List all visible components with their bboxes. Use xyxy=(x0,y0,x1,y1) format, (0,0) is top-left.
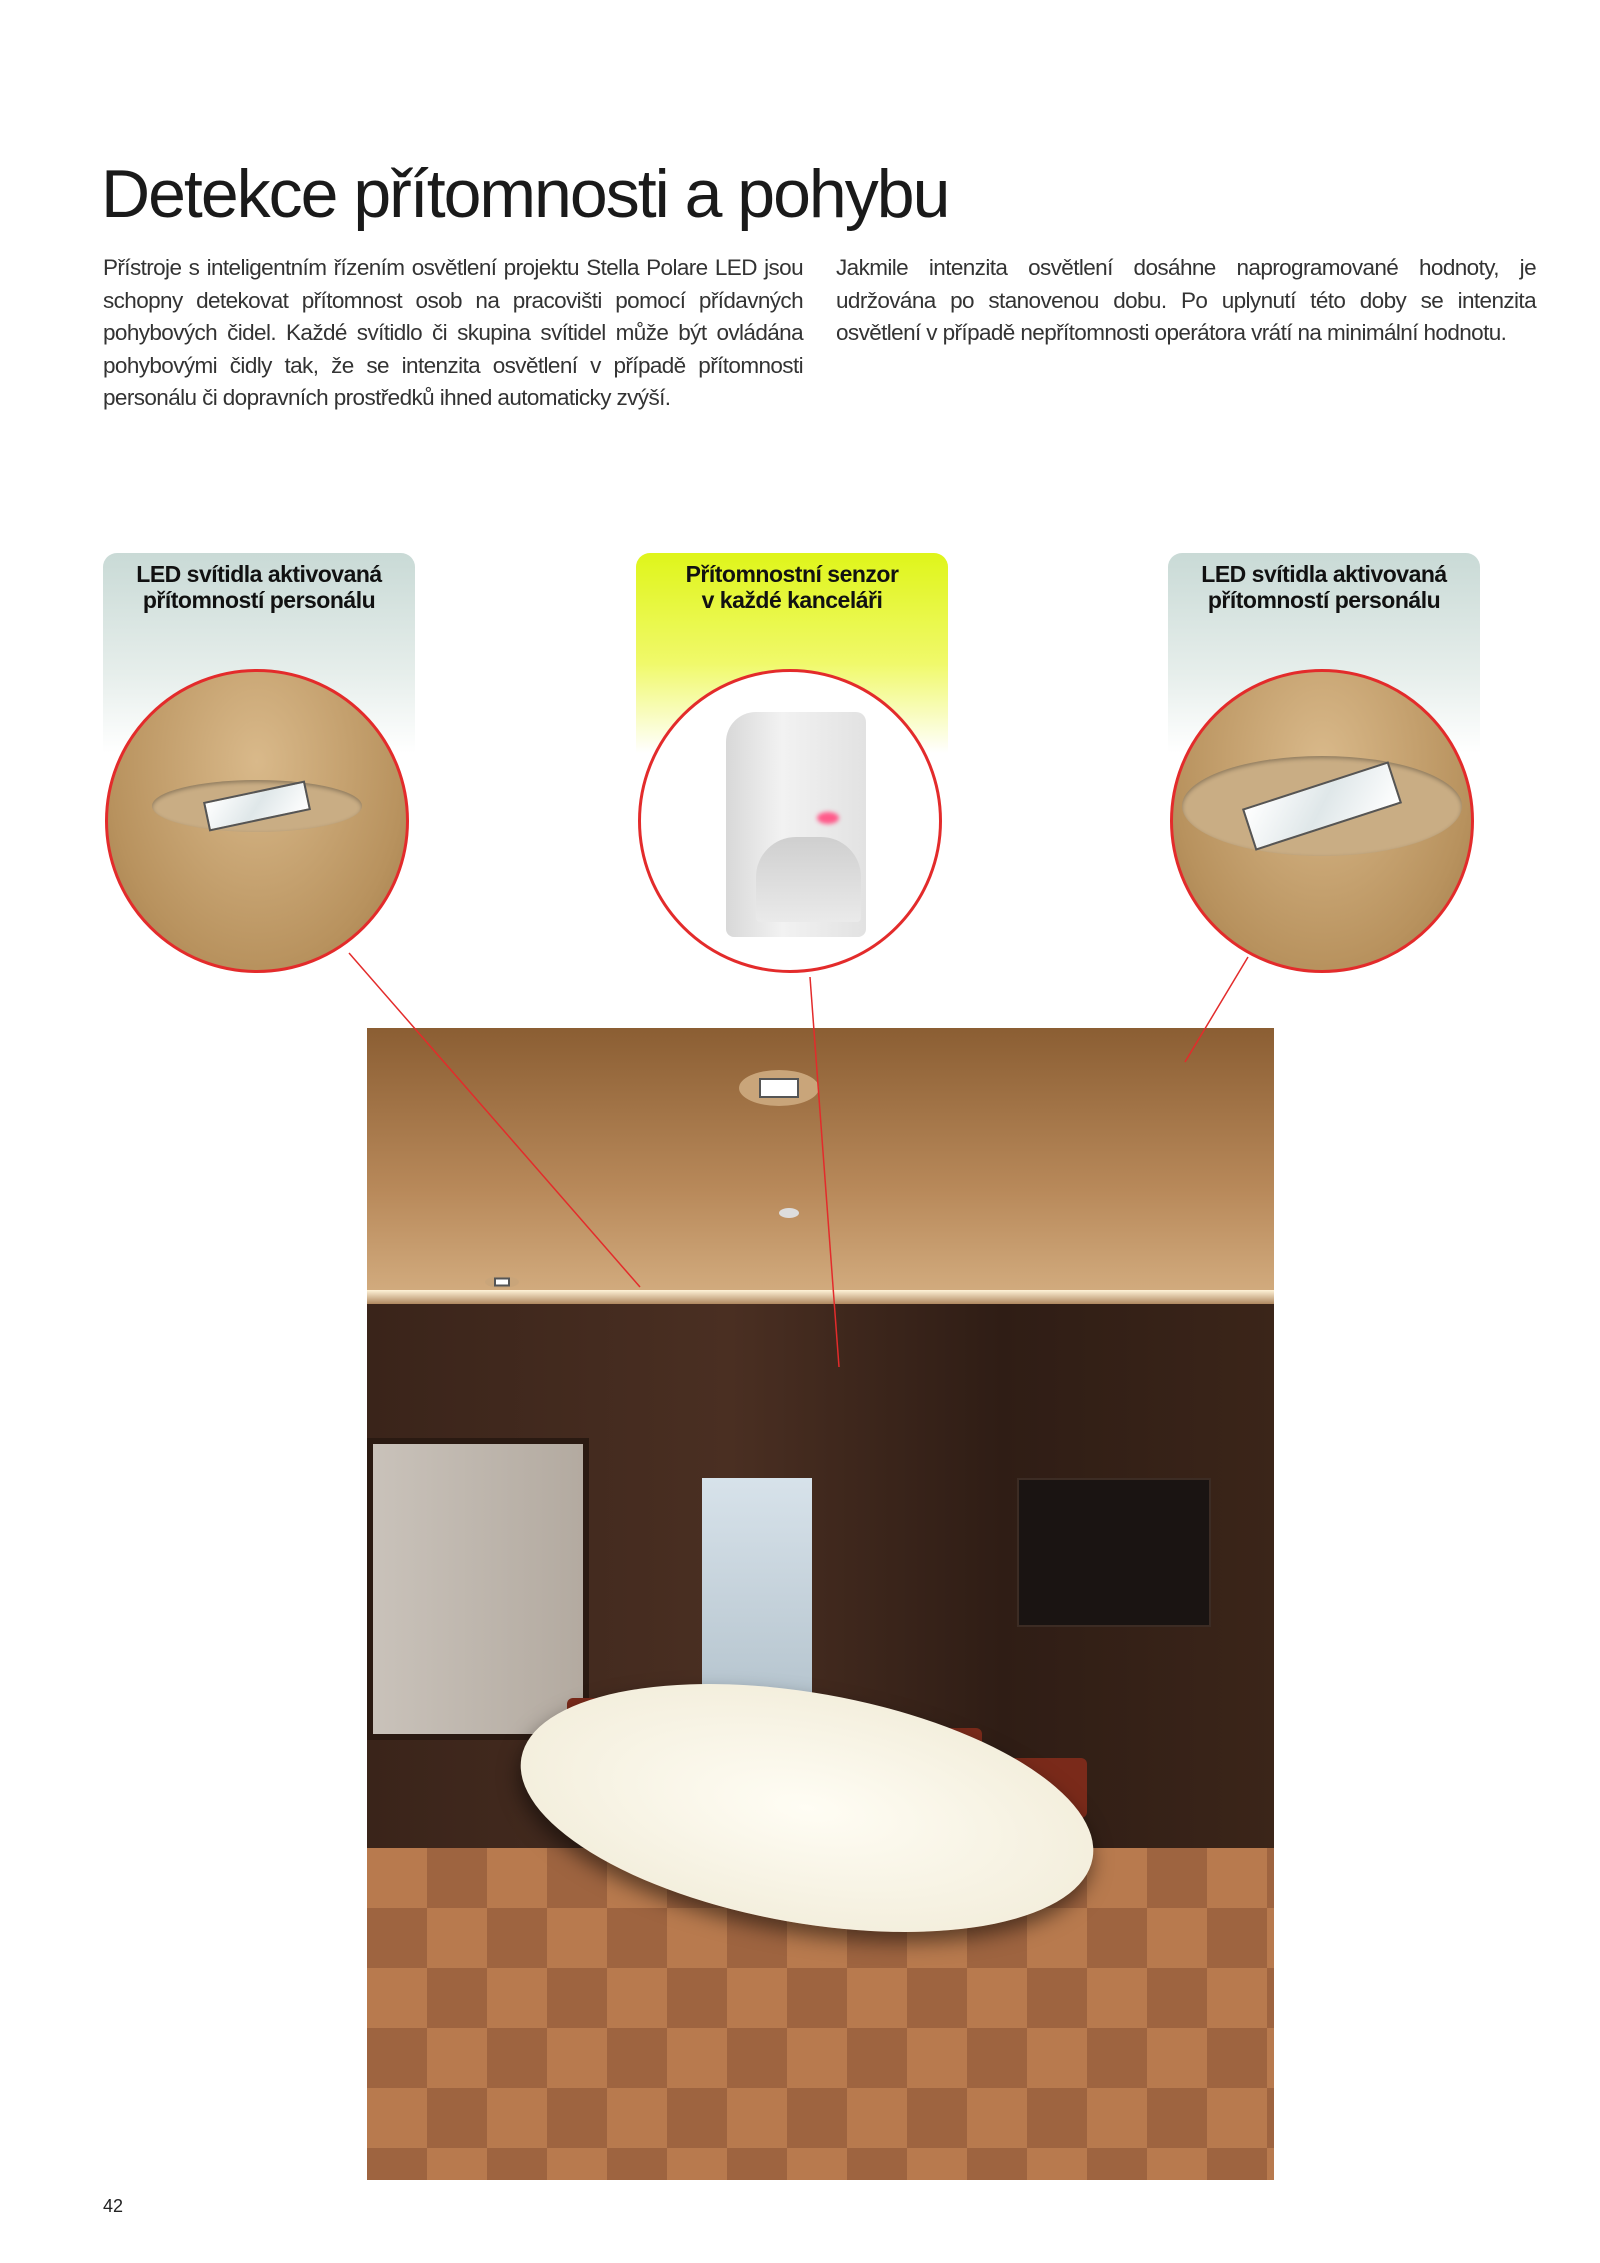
callout-line: LED svítidla aktivovaná xyxy=(1201,561,1447,587)
recessed-light-icon xyxy=(1182,756,1462,856)
motion-sensor-closeup xyxy=(638,669,942,973)
wall-screen xyxy=(1017,1478,1211,1627)
ceiling xyxy=(367,1028,1274,1298)
sensor-lens xyxy=(756,837,861,922)
callout-line: Přítomnostní senzor xyxy=(685,561,899,587)
window xyxy=(367,1438,589,1740)
light-cove xyxy=(367,1290,1274,1304)
meeting-room-photo xyxy=(367,1028,1274,2180)
ceiling-light xyxy=(739,1070,819,1106)
ceiling-light xyxy=(485,1276,519,1288)
sensor-led xyxy=(817,812,839,824)
intro-paragraph-right: Jakmile intenzita osvětlení dosáhne naprogramované hodnoty, je udržována po stanovenou dobu. Po uplynutí této doby se intenzita osvětlení v případě nepřítomnosti operátora vrátí na minimální hodnotu. xyxy=(836,255,1536,346)
led-light-closeup-left xyxy=(105,669,409,973)
callout-line: v každé kanceláři xyxy=(701,587,883,613)
page-title: Detekce přítomnosti a pohybu xyxy=(101,156,949,232)
callout-line: přítomností personálu xyxy=(142,587,376,613)
callout-line: přítomností personálu xyxy=(1207,587,1441,613)
window xyxy=(702,1478,812,1718)
intro-paragraph-left: Přístroje s inteligentním řízením osvětlení projektu Stella Polare LED jsou schopny detekovat přítomnost osob na pracovišti pomocí přídavných pohybových čidel. Každé svítidlo či skupina svítidel může být ovládána pohybovými čidly tak, že se intenzita osvětlení v případě přítomnosti personálu či dopravních prostředků ihned automaticky zvýší. xyxy=(103,255,803,411)
callout-line: LED svítidla aktivovaná xyxy=(136,561,382,587)
led-light-closeup-right xyxy=(1170,669,1474,973)
ceiling-sensor xyxy=(779,1208,799,1218)
page-number: 42 xyxy=(103,2196,124,2216)
recessed-light-icon xyxy=(152,780,362,832)
